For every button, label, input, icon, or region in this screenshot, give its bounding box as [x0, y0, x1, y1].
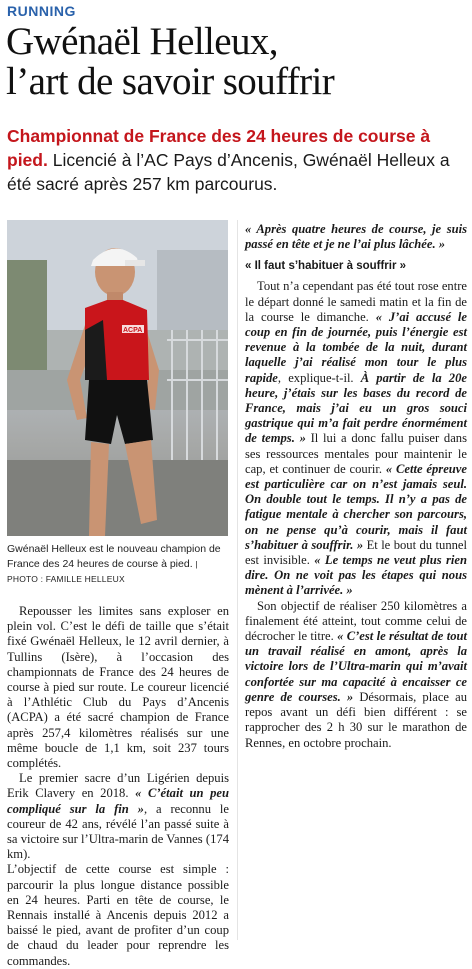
body-quote: « C’était un peu compliqué sur la fin »	[7, 786, 229, 816]
body-quote: « C’est le résultat de tout un travail réalisé en amont, après la victoire lors de l’Ultra-marin qui m’avait confortée sur ma capacité à encaisser ce genre de courses. »	[245, 629, 467, 704]
body-paragraph-3b	[245, 222, 467, 252]
standfirst-text: Licencié à l’AC Pays d’Ancenis, Gwénaël Helleux a été sacré après 257 km parcourus.	[7, 150, 450, 194]
body-paragraph-3a: L’objectif de cette course est simple : parcourir la plus longue distance possible en 24 heures. Parti en tête de course, le Rennais installé à Ancenis depuis 2012 a baissé le pied, avant de profiter d’un coup de chaud du leader pour reprendre les commandes.	[7, 862, 229, 968]
headline-line-2: l’art de savoir souffrir	[6, 60, 335, 103]
body-text: Et le bout du tunnel est invisible.	[245, 537, 467, 568]
article-photo	[7, 220, 228, 536]
photo-credit: | PHOTO : FAMILLE HELLEUX	[7, 559, 198, 584]
body-paragraph-2	[7, 771, 229, 862]
article-headline	[6, 22, 466, 102]
body-paragraph-1: Repousser les limites sans exploser en plein vol. C’est le défi de taille que s’était fixé Gwénaël Helleux, le 12 avril dernier, à Tullins (Isère), à l’occasion des championnats de France des 24 heures de course à pied sur route. Le coureur licencié à l’Athlétic Club du Pays d’Ancenis (ACPA) a été sacré champion de France après 257,4 kilomètres réalisés sur une même boucle de 1,1 km, soit 237 tours complétés.	[7, 604, 229, 771]
section-kicker: RUNNING	[7, 3, 76, 19]
body-text: Tout n’a cependant pas été tout rose entre le départ donné le samedi matin et la fin de la course le dimanche.	[245, 279, 467, 324]
body-quote: « J’ai accusé le coup en fin de journée, puis l’énergie est revenue à la tombée de la nuit, durant laquelle j’ai réalisé mon tour le plus rapide	[245, 309, 468, 385]
article-column-2	[245, 222, 467, 751]
body-paragraph-4	[245, 279, 467, 598]
article-column-1	[7, 604, 229, 969]
body-text: Il lui a donc fallu puiser dans ses ressources mentales pour maintenir le cap, et continuer de courir.	[245, 431, 467, 476]
photo-caption	[7, 542, 229, 587]
body-quote: À partir de la 20e heure, j’étais sur les bases du record de France, mais j’ai eu un gros souci gastrique qui m’a fait perdre énormément de temps. »	[245, 370, 467, 446]
body-text: Le premier sacre d’un Ligérien depuis Erik Clavery en 2018.	[7, 771, 229, 801]
standfirst-lead: Championnat de France des 24 heures de course à pied.	[7, 126, 431, 170]
body-text: , a reconnu le coureur de 42 ans, révélé l’an passé suite à sa victoire sur l’Ultra-marin de Vannes (174 km).	[7, 801, 229, 862]
body-text: Désormais, place au repos avant un défi bien différent : se rapprocher des 2 h 30 sur le marathon de Rennes, en octobre prochain.	[245, 689, 467, 750]
column-divider	[237, 220, 238, 940]
caption-text: Gwénaël Helleux est le nouveau champion de France des 24 heures de course à pied.	[7, 543, 221, 570]
body-text: , explique-t-il.	[277, 370, 361, 385]
body-quote: « Cette épreuve est particulière car on n’est jamais seul. On double tout le temps. Il n’y a pas de fatigue mentale à chercher son parcours, on ne pense qu’à courir, mais il faut s’habituer à souffrir. »	[245, 461, 467, 552]
body-quote: « Après quatre heures de course, je suis passé en tête et je ne l’ai plus lâchée. »	[245, 222, 467, 252]
runner-illustration	[7, 220, 228, 536]
article-standfirst	[7, 124, 469, 196]
intertitle: « Il faut s’habituer à souffrir »	[245, 260, 407, 273]
jersey-text: ACPA	[123, 327, 143, 334]
body-quote: « Le temps ne veut plus rien dire. On ne voit pas les étapes qui nous mènent à l’arrivée. »	[245, 553, 467, 598]
body-paragraph-5	[245, 599, 467, 751]
body-text: Son objectif de réaliser 250 kilomètres a finalement été atteint, tout comme celui de décrocher le titre.	[245, 598, 467, 644]
headline-line-1: Gwénaël Helleux,	[6, 20, 278, 63]
